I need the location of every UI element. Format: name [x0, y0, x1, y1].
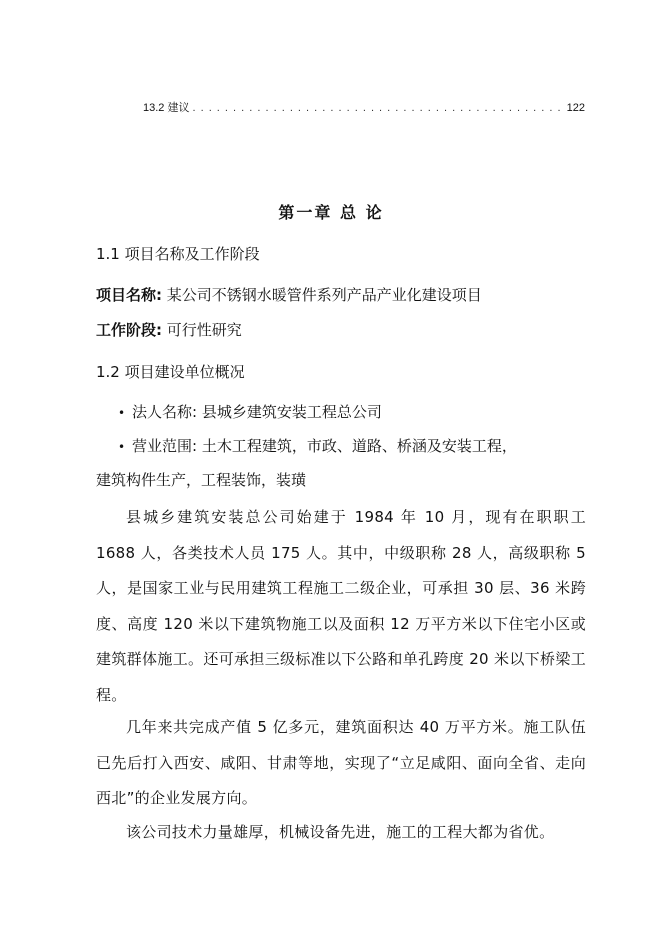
work-stage-value: 可行性研究: [166, 321, 242, 339]
toc-entry-title: 13.2 建议: [143, 102, 190, 114]
project-name-label: 项目名称:: [96, 286, 162, 304]
bullet-text: 法人名称: 县城乡建筑安装工程总公司: [132, 403, 382, 421]
bullet-continuation: 建筑构件生产，工程装饰，装璜: [96, 471, 307, 489]
toc-entry[interactable]: [143, 101, 585, 115]
bullet-legal-name: [118, 402, 382, 423]
toc-page-number: 122: [566, 102, 585, 114]
bullet-marker: •: [118, 440, 126, 454]
paragraph-output: 几年来共完成产值 5 亿多元，建筑面积达 40 万平方米。施工队伍已先后打入西安、咸阳、甘肃等地，实现了“立足咸阳、面向全省、走向西北”的企业发展方向。: [96, 718, 586, 807]
bullet-text: 营业范围: 土木工程建筑，市政、道路、桥涵及安装工程，: [132, 437, 517, 455]
paragraph-company-history: 县城乡建筑安装总公司始建于 1984 年 10 月，现有在职职工 1688 人，各类技术人员 175 人。其中，中级职称 28 人，高级职称 5 人，是国家工业与民用建筑工程施工二级企业，可承担 30 层、36 米跨度、高度 120 米以下建筑物施工以及面积 12 万平方米以下住宅小区或建筑群体施工。还可承担三级标准以下公路和单孔跨度 20 米以下桥梁工程。: [96, 508, 586, 704]
project-name-value: 某公司不锈钢水暖管件系列产品产业化建设项目: [166, 286, 482, 304]
work-stage-label: 工作阶段:: [96, 321, 162, 339]
section-heading-1-2: 1.2 项目建设单位概况: [96, 363, 245, 381]
toc-leader-dots: [192, 101, 563, 115]
section-heading-1-1: 1.1 项目名称及工作阶段: [96, 245, 260, 263]
paragraph-technical-strength: 该公司技术力量雄厚，机械设备先进，施工的工程大都为省优。: [126, 823, 555, 841]
bullet-business-scope: [118, 436, 517, 457]
project-name-line: [96, 285, 482, 305]
bullet-marker: •: [118, 406, 126, 420]
chapter-title: 第一章 总 论: [278, 203, 384, 222]
work-stage-line: [96, 320, 242, 340]
